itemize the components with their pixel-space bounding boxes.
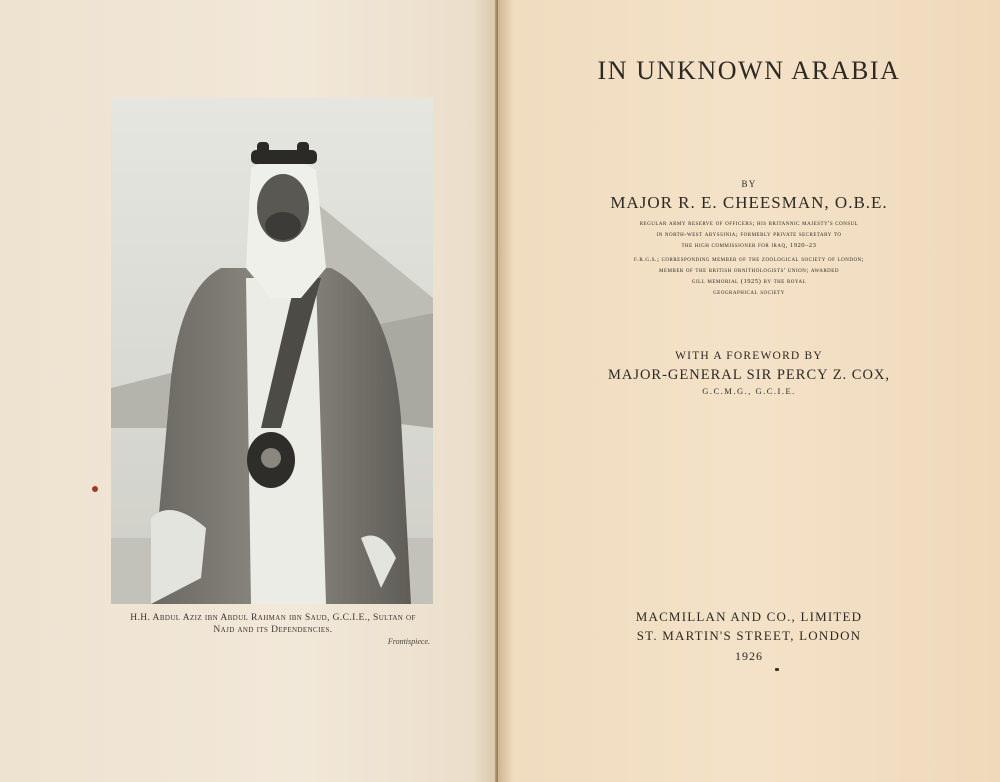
credential-line: regular army reserve of officers; his britannic majesty's consul [639, 220, 859, 227]
credential-line: in north-west abyssinia; formerly private secretary to [656, 231, 842, 238]
by-line: BY [741, 179, 757, 189]
author-honours [498, 254, 1000, 298]
photo-caption [108, 612, 438, 636]
book-title: IN UNKNOWN ARABIA [597, 56, 901, 85]
caption-line: Najd and its Dependencies. [213, 625, 333, 635]
credential-line: the high commissioner for iraq, 1920–23 [681, 242, 817, 249]
left-page [0, 0, 497, 782]
publisher-name: MACMILLAN AND CO., LIMITED [635, 609, 863, 624]
foxing-spot [92, 486, 98, 492]
credential-line: f.r.g.s.; corresponding member of the zoological society of london; [633, 256, 864, 263]
credential-line: geographical society [713, 289, 785, 296]
foreword-label: WITH A FOREWORD BY [675, 350, 823, 362]
credential-line: gill memorial (1925) by the royal [691, 278, 807, 285]
foreword-honours: G.C.M.G., G.C.I.E. [702, 386, 796, 396]
author-credentials [498, 218, 1000, 251]
foreword-author: MAJOR-GENERAL SIR PERCY Z. COX, [607, 367, 891, 383]
frontispiece-photo [111, 98, 433, 604]
caption-line: H.H. Abdul Aziz ibn Abdul Rahman ibn Saud, G.C.I.E., Sultan of [130, 613, 416, 623]
publisher-address: ST. MARTIN'S STREET, LONDON [636, 628, 862, 643]
author-name: MAJOR R. E. CHEESMAN, O.B.E. [610, 193, 888, 212]
ink-mark [775, 668, 779, 671]
publication-year: 1926 [735, 649, 763, 663]
credential-line: member of the british ornithologists' union; awarded [659, 267, 839, 274]
title-page [498, 0, 1000, 782]
frontispiece-label: Frontispiece. [387, 637, 430, 646]
